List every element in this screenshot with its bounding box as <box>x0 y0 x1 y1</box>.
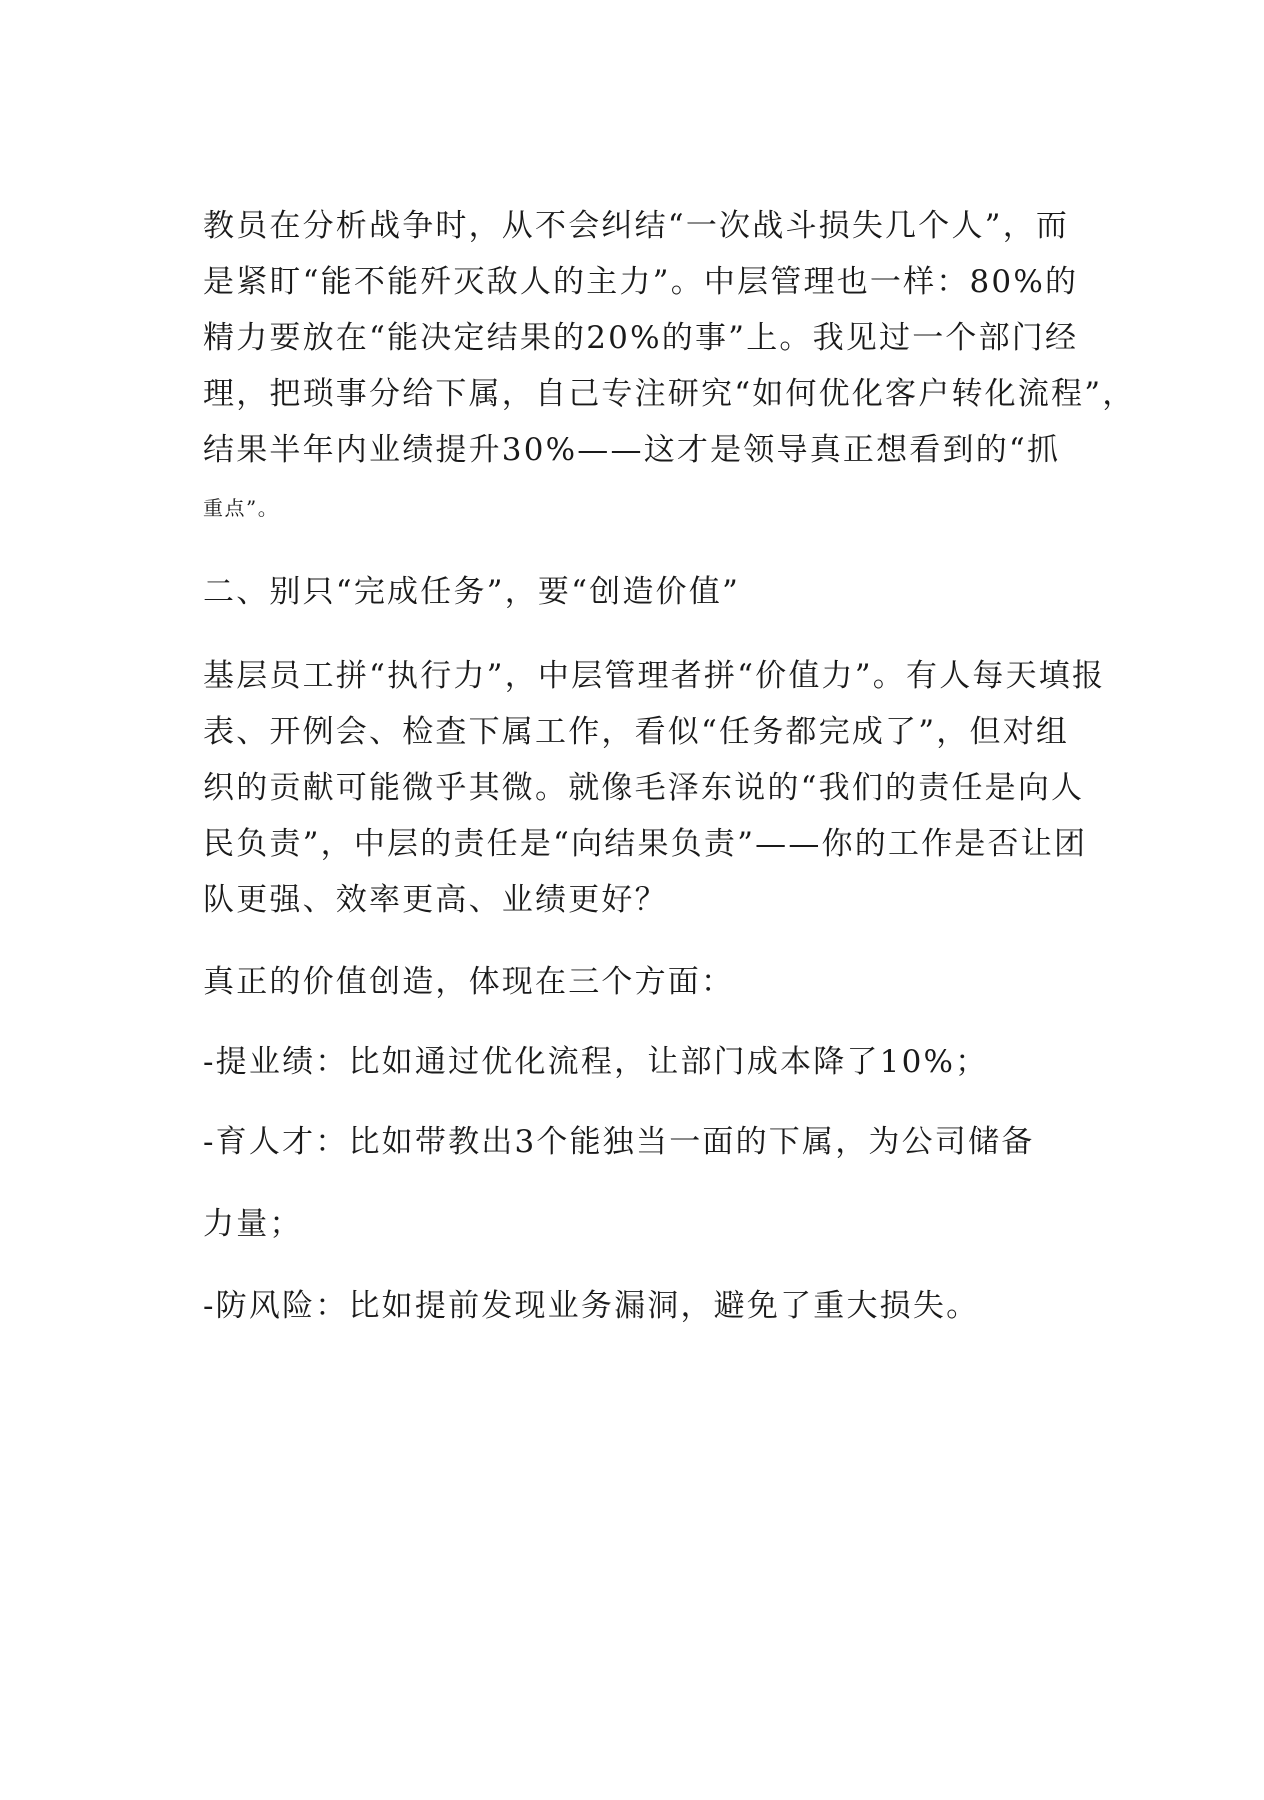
list-item-continuation: 力量； <box>203 1206 303 1242</box>
paragraph-line: 表、开例会、检查下属工作，看似“任务都完成了”，但对组 <box>203 714 1070 750</box>
paragraph-line: 重点”。 <box>203 496 280 520</box>
paragraph-line: 基层员工拼“执行力”，中层管理者拼“价值力”。有人每天填报 <box>203 658 1106 694</box>
list-item: -防风险：比如提前发现业务漏洞，避免了重大损失。 <box>203 1288 980 1324</box>
paragraph-line: 队更强、效率更高、业绩更好？ <box>203 882 668 918</box>
paragraph-line: 是紧盯“能不能歼灭敌人的主力”。中层管理也一样：80%的 <box>203 264 1079 300</box>
section-heading: 二、别只“完成任务”，要“创造价值” <box>203 574 740 610</box>
intro-line: 真正的价值创造，体现在三个方面： <box>203 964 735 1000</box>
paragraph-line: 织的贡献可能微乎其微。就像毛泽东说的“我们的责任是向人 <box>203 770 1085 806</box>
paragraph-line: 精力要放在“能决定结果的20%的事”上。我见过一个部门经 <box>203 320 1079 356</box>
list-item: -育人才：比如带教出3个能独当一面的下属，为公司储备 <box>203 1124 1035 1160</box>
paragraph-line: 民负责”，中层的责任是“向结果负责”——你的工作是否让团 <box>203 826 1088 862</box>
list-item: -提业绩：比如通过优化流程，让部门成本降了10%； <box>203 1044 989 1080</box>
paragraph-line: 结果半年内业绩提升30%——这才是领导真正想看到的“抓 <box>203 432 1061 468</box>
paragraph-line: 教员在分析战争时，从不会纠结“一次战斗损失几个人”，而 <box>203 208 1070 244</box>
paragraph-line: 理，把琐事分给下属，自己专注研究“如何优化客户转化流程”， <box>203 376 1136 412</box>
